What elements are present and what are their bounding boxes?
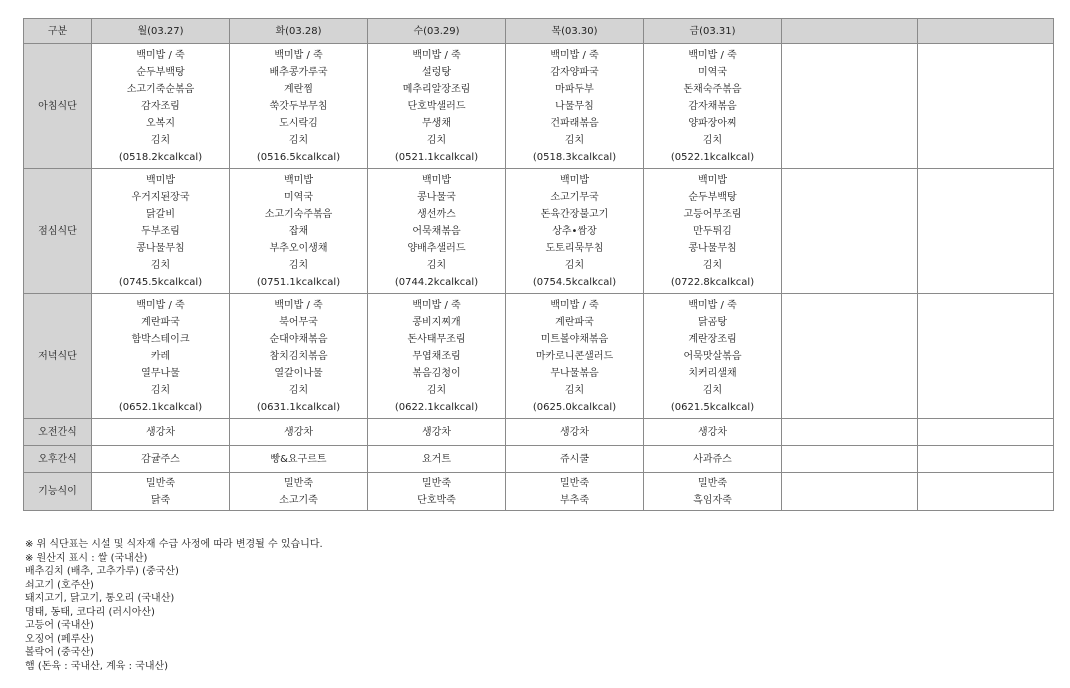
menu-item: 어묵채볶음 <box>412 225 461 237</box>
menu-item: 오복지 <box>146 117 175 129</box>
menu-cell <box>918 169 1054 294</box>
note-line: 배추김치 (배추, 고추가루) (중국산) <box>25 566 179 577</box>
menu-item: 백미밥 / 죽 <box>274 49 323 61</box>
day-header <box>782 19 918 44</box>
menu-cell <box>506 294 644 419</box>
menu-cell <box>368 44 506 169</box>
menu-item: 김치 <box>564 134 585 146</box>
menu-cell <box>506 473 644 511</box>
menu-item: 우거지된장국 <box>131 191 190 203</box>
note-line: ※ 원산지 표시 : 쌀 (국내산) <box>25 552 148 564</box>
menu-item: (0652.1kcalkcal) <box>118 401 203 413</box>
meal-plan-body <box>24 44 1054 511</box>
note-line: 볼락어 (중국산) <box>25 647 94 658</box>
menu-cell <box>92 294 230 419</box>
menu-item: 김치 <box>702 384 723 396</box>
menu-item: 미역국 <box>284 191 313 203</box>
menu-item: 김치 <box>288 259 309 271</box>
menu-item: 백미밥 / 죽 <box>136 299 185 311</box>
menu-cell <box>782 473 918 511</box>
menu-item: 설렁탕 <box>422 66 451 78</box>
menu-item: 생강차 <box>146 426 175 438</box>
menu-cell <box>230 169 368 294</box>
menu-item: (0751.1kcalkcal) <box>256 276 341 288</box>
menu-item: 콩비지찌개 <box>412 316 461 328</box>
menu-item: 김치 <box>150 384 171 396</box>
menu-item: 밀반죽 <box>422 477 451 489</box>
menu-cell <box>368 419 506 446</box>
note-line: 명태, 동태, 코다리 (러시아산) <box>25 606 155 618</box>
menu-item: 함박스테이크 <box>131 333 190 345</box>
menu-item: 만두튀김 <box>693 225 732 237</box>
menu-item: 어묵맛살볶음 <box>683 350 742 362</box>
menu-cell <box>782 419 918 446</box>
day-header: 금(03.31) <box>644 19 782 44</box>
menu-item: 생강차 <box>560 426 589 438</box>
menu-cell <box>368 294 506 419</box>
menu-item: (0754.5kcalkcal) <box>532 276 617 288</box>
menu-item: 소고기죽순볶음 <box>126 83 195 95</box>
menu-item: 요거트 <box>422 453 451 465</box>
menu-item: 도시락김 <box>279 117 318 129</box>
menu-item: 계란장조림 <box>688 333 737 345</box>
menu-item: 돈육간장불고기 <box>540 208 609 220</box>
menu-item: 돈사태무조림 <box>407 333 466 345</box>
menu-item: 김치 <box>288 134 309 146</box>
menu-item: 닭갈비 <box>146 208 175 220</box>
menu-cell <box>918 294 1054 419</box>
menu-item: 백미밥 / 죽 <box>550 49 599 61</box>
menu-item: 백미밥 <box>422 174 451 186</box>
menu-item: 무엽채조림 <box>412 350 461 362</box>
menu-item: 나물무침 <box>555 100 594 112</box>
menu-item: 두부조림 <box>141 225 180 237</box>
menu-item: 백미밥 <box>698 174 727 186</box>
menu-item: 백미밥 / 죽 <box>688 299 737 311</box>
menu-item: 김치 <box>288 384 309 396</box>
menu-item: (0744.2kcalkcal) <box>394 276 479 288</box>
menu-item: 닭곰탕 <box>698 316 727 328</box>
menu-cell <box>782 169 918 294</box>
menu-item: 부추죽 <box>560 494 589 506</box>
meal-label: 오후간식 <box>24 446 92 473</box>
menu-item: (0521.1kcalkcal) <box>394 151 479 163</box>
meal-label: 아침식단 <box>24 44 92 169</box>
menu-item: 흑임자죽 <box>693 494 732 506</box>
header-row <box>24 19 1054 44</box>
menu-item: 김치 <box>564 384 585 396</box>
menu-cell <box>506 419 644 446</box>
menu-item: 콩나물무침 <box>136 242 185 254</box>
menu-cell <box>92 446 230 473</box>
special-diet-row <box>24 473 1054 511</box>
meal-plan-table <box>23 18 1054 511</box>
menu-cell <box>230 473 368 511</box>
afternoon-snack-row <box>24 446 1054 473</box>
menu-item: 김치 <box>150 134 171 146</box>
day-header: 수(03.29) <box>368 19 506 44</box>
menu-item: 고등어무조림 <box>683 208 742 220</box>
menu-item: 생강차 <box>422 426 451 438</box>
meal-label: 기능식이 <box>24 473 92 511</box>
menu-item: 닭죽 <box>150 494 171 506</box>
menu-item: 마카로니콘샐러드 <box>535 350 614 362</box>
menu-cell <box>782 44 918 169</box>
menu-item: 순두부백탕 <box>136 66 185 78</box>
menu-item: (0745.5kcalkcal) <box>118 276 203 288</box>
menu-item: (0522.1kcalkcal) <box>670 151 755 163</box>
morning-snack-row <box>24 419 1054 446</box>
menu-item: 감귤주스 <box>141 453 180 465</box>
menu-item: 열갈이나물 <box>274 367 323 379</box>
menu-item: 김치 <box>426 259 447 271</box>
menu-item: 계란파국 <box>141 316 180 328</box>
menu-item: 계란파국 <box>555 316 594 328</box>
menu-item: 도토리묵무침 <box>545 242 604 254</box>
meal-label: 저녁식단 <box>24 294 92 419</box>
menu-cell <box>368 473 506 511</box>
day-header: 화(03.28) <box>230 19 368 44</box>
menu-item: 김치 <box>150 259 171 271</box>
dinner-row <box>24 294 1054 419</box>
meal-label: 오전간식 <box>24 419 92 446</box>
menu-item: 콩나물무침 <box>688 242 737 254</box>
menu-item: 김치 <box>702 259 723 271</box>
menu-item: 마파두부 <box>555 83 594 95</box>
menu-cell <box>230 419 368 446</box>
menu-item: 백미밥 <box>560 174 589 186</box>
menu-cell <box>506 169 644 294</box>
menu-item: 카레 <box>150 350 171 362</box>
menu-item: 부추오이생채 <box>269 242 328 254</box>
menu-item: 백미밥 / 죽 <box>136 49 185 61</box>
menu-cell <box>506 446 644 473</box>
breakfast-row <box>24 44 1054 169</box>
menu-cell <box>782 294 918 419</box>
menu-item: 생선까스 <box>417 208 456 220</box>
menu-item: 소고기숙주볶음 <box>264 208 333 220</box>
menu-cell <box>644 446 782 473</box>
menu-item: 순대야채볶음 <box>269 333 328 345</box>
menu-item: 밀반죽 <box>560 477 589 489</box>
menu-cell <box>782 446 918 473</box>
meal-label: 점심식단 <box>24 169 92 294</box>
menu-cell <box>644 169 782 294</box>
menu-item: 무생채 <box>422 117 451 129</box>
menu-item: (0625.0kcalkcal) <box>532 401 617 413</box>
menu-item: (0518.2kcalkcal) <box>118 151 203 163</box>
note-line: 오징어 (페루산) <box>25 633 94 645</box>
menu-cell <box>92 44 230 169</box>
menu-cell <box>92 473 230 511</box>
menu-cell <box>918 44 1054 169</box>
category-header: 구분 <box>24 19 92 44</box>
menu-item: 김치 <box>564 259 585 271</box>
menu-item: 백미밥 / 죽 <box>274 299 323 311</box>
menu-item: 치커리샐채 <box>688 367 737 379</box>
menu-cell <box>644 44 782 169</box>
menu-item: 북어무국 <box>279 316 318 328</box>
menu-cell <box>918 473 1054 511</box>
menu-item: (0621.5kcalkcal) <box>670 401 755 413</box>
menu-item: 순두부백탕 <box>688 191 737 203</box>
menu-item: 건파래볶음 <box>550 117 599 129</box>
lunch-row <box>24 169 1054 294</box>
menu-item: 양배추샐러드 <box>407 242 466 254</box>
menu-item: (0631.1kcalkcal) <box>256 401 341 413</box>
menu-item: (0622.1kcalkcal) <box>394 401 479 413</box>
menu-item: 생강차 <box>284 426 313 438</box>
menu-item: 감자조림 <box>141 100 180 112</box>
menu-item: 메추리알장조림 <box>402 83 471 95</box>
menu-item: 단호박죽 <box>417 494 456 506</box>
menu-cell <box>92 169 230 294</box>
menu-cell <box>368 169 506 294</box>
menu-item: 돈채숙주볶음 <box>683 83 742 95</box>
menu-item: 밀반죽 <box>698 477 727 489</box>
origin-notes <box>25 538 323 673</box>
day-header: 월(03.27) <box>92 19 230 44</box>
day-header: 목(03.30) <box>506 19 644 44</box>
menu-item: 계란찜 <box>284 83 313 95</box>
menu-item: 미트볼야채볶음 <box>540 333 609 345</box>
menu-item: 김치 <box>702 134 723 146</box>
menu-cell <box>230 294 368 419</box>
menu-item: 참치김치볶음 <box>269 350 328 362</box>
menu-item: 빵&요구르트 <box>270 453 327 465</box>
note-line: 쇠고기 (호주산) <box>25 579 94 591</box>
menu-cell <box>92 419 230 446</box>
menu-item: 감자채볶음 <box>688 100 737 112</box>
menu-item: 김치 <box>426 134 447 146</box>
menu-item: 상추•쌈장 <box>552 225 597 237</box>
menu-item: 배추콩가루국 <box>269 66 328 78</box>
note-line: 돼지고기, 닭고기, 통오리 (국내산) <box>25 593 175 604</box>
menu-cell <box>368 446 506 473</box>
menu-cell <box>230 44 368 169</box>
menu-item: 밀반죽 <box>146 477 175 489</box>
menu-item: 백미밥 <box>284 174 313 186</box>
menu-item: 백미밥 / 죽 <box>550 299 599 311</box>
menu-item: 백미밥 / 죽 <box>412 299 461 311</box>
menu-item: 쑥갓두부무침 <box>269 100 328 112</box>
menu-item: (0722.8kcalkcal) <box>670 276 755 288</box>
day-header <box>918 19 1054 44</box>
menu-item: (0516.5kcalkcal) <box>256 151 341 163</box>
menu-item: 감자양파국 <box>550 66 599 78</box>
menu-item: 무나물볶음 <box>550 367 599 379</box>
menu-item: 백미밥 <box>146 174 175 186</box>
menu-cell <box>506 44 644 169</box>
menu-item: 열무나물 <box>141 367 180 379</box>
menu-cell <box>918 446 1054 473</box>
menu-item: 양파장아찌 <box>688 117 737 129</box>
menu-item: 잡채 <box>288 225 309 237</box>
menu-item: 밀반죽 <box>284 477 313 489</box>
menu-item: 백미밥 / 죽 <box>688 49 737 61</box>
menu-cell <box>644 294 782 419</box>
menu-item: 단호박샐러드 <box>407 100 466 112</box>
menu-item: (0518.3kcalkcal) <box>532 151 617 163</box>
note-line: ※ 위 식단표는 시설 및 식자재 수급 사정에 따라 변경될 수 있습니다. <box>25 539 323 550</box>
menu-item: 볶음김청이 <box>412 367 461 379</box>
menu-item: 사과쥬스 <box>693 453 732 465</box>
menu-item: 김치 <box>426 384 447 396</box>
menu-item: 쥬시쿨 <box>560 453 589 465</box>
note-line: 고등어 (국내산) <box>25 620 94 631</box>
menu-cell <box>644 473 782 511</box>
menu-item: 소고기죽 <box>279 494 318 506</box>
menu-cell <box>230 446 368 473</box>
menu-cell <box>644 419 782 446</box>
menu-item: 미역국 <box>698 66 727 78</box>
menu-item: 생강차 <box>698 426 727 438</box>
menu-item: 백미밥 / 죽 <box>412 49 461 61</box>
menu-item: 콩나물국 <box>417 191 456 203</box>
note-line: 햄 (돈육 : 국내산, 계육 : 국내산) <box>25 660 169 672</box>
menu-cell <box>918 419 1054 446</box>
menu-item: 소고기무국 <box>550 191 599 203</box>
